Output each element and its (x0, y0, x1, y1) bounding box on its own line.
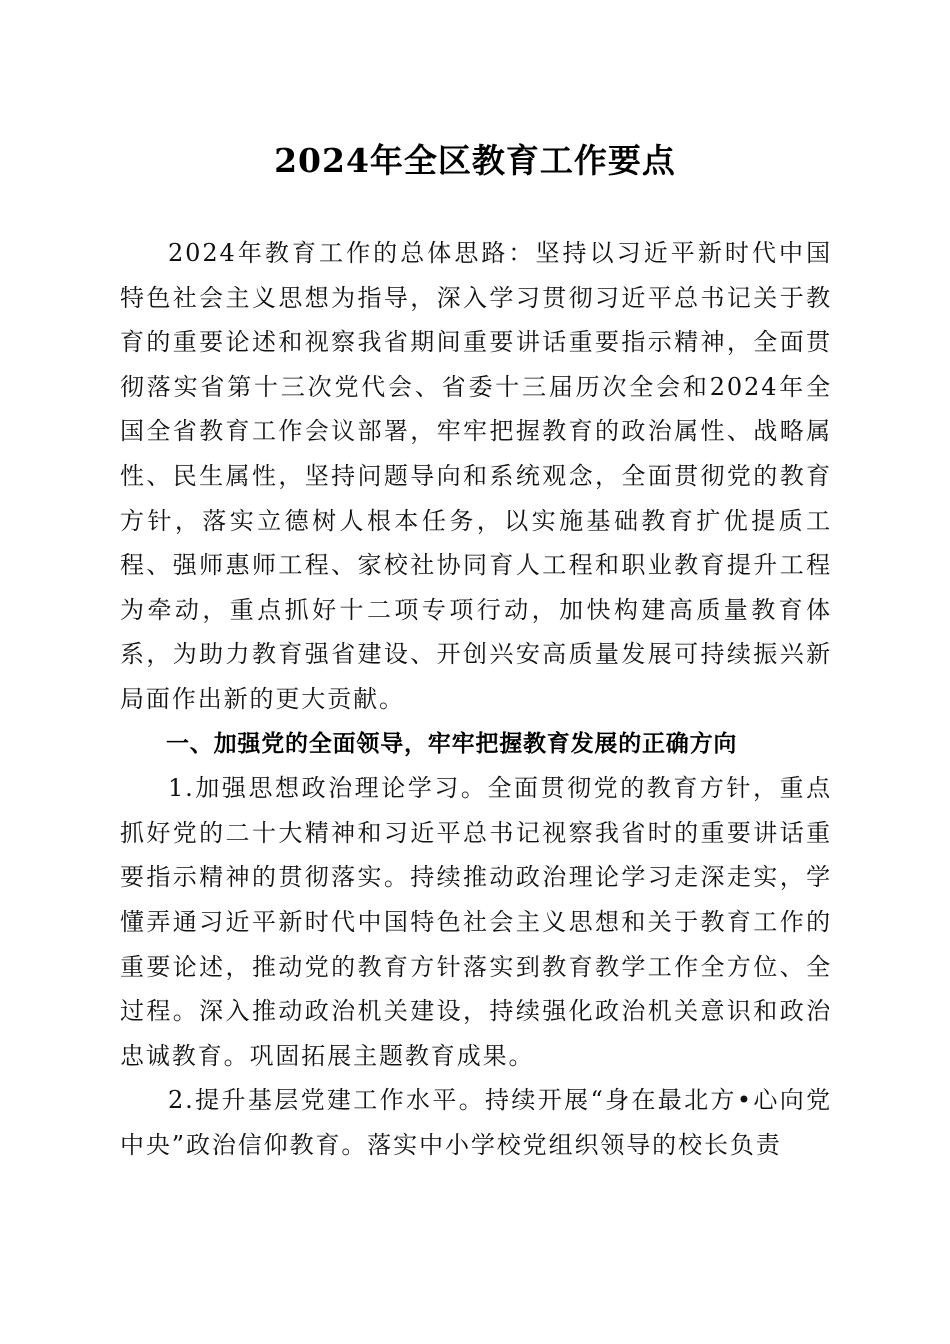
item-paragraph-1: 1.加强思想政治理论学习。全面贯彻党的教育方针，重点抓好党的二十大精神和习近平总书记视察我省时的重要讲话重要指示精神的贯彻落实。持续推动政治理论学习走深走实，学懂弄通习近平新时代中国特色社会主义思想和关于教育工作的重要论述，推动党的教育方针落实到教育教学工作全方位、全过程。深入推动政治机关建设，持续强化政治机关意识和政治忠诚教育。巩固拓展主题教育成果。 (120, 774, 832, 1070)
document-title: 2024年全区教育工作要点 (274, 141, 676, 180)
item-paragraph-2: 2.提升基层党建工作水平。持续开展“身在最北方•心向党中央”政治信仰教育。落实中小学校党组织领导的校长负责 (120, 1086, 832, 1159)
document-body (120, 231, 832, 1167)
section-heading-1: 一、加强党的全面领导，牢牢把握教育发展的正确方向 (166, 730, 738, 757)
intro-paragraph: 2024年教育工作的总体思路：坚持以习近平新时代中国特色社会主义思想为指导，深入学习贯彻习近平总书记关于教育的重要论述和视察我省期间重要讲话重要指示精神，全面贯彻落实省第十三次党代会、省委十三届历次全会和2024年全国全省教育工作会议部署，牢牢把握教育的政治属性、战略属性、民生属性，坚持问题导向和系统观念，全面贯彻党的教育方针，落实立德树人根本任务，以实施基础教育扩优提质工程、强师惠师工程、家校社协同育人工程和职业教育提升工程为牵动，重点抓好十二项专项行动，加快构建高质量教育体系，为助力教育强省建设、开创兴安高质量发展可持续振兴新局面作出新的更大贡献。 (120, 239, 832, 713)
